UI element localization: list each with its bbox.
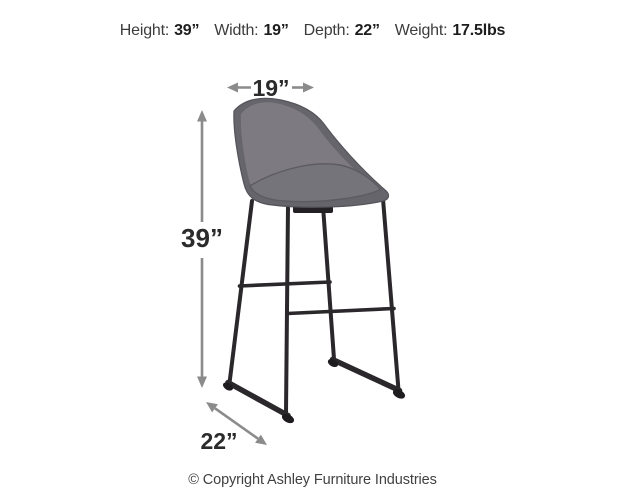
stool-leg-front-left (286, 206, 288, 413)
stool-rail-back (240, 282, 331, 286)
copyright-notice: © Copyright Ashley Furniture Industries (188, 472, 437, 488)
stool-runner-right (333, 360, 400, 391)
stool-rail-front (288, 309, 395, 314)
spec-height-label: Height: (119, 22, 170, 39)
spec-width-label: Width: (214, 22, 259, 39)
spec-width-value: 19” (263, 22, 289, 39)
spec-height-value: 39” (174, 22, 200, 39)
stool-footrest-rails (240, 282, 395, 314)
depth-arrow-downright-head (255, 435, 267, 445)
bar-stool-illustration (221, 98, 406, 425)
depth-arrow-upleft-head (206, 402, 218, 412)
width-arrow-left-head (227, 83, 238, 93)
stool-sled-runners (228, 360, 400, 416)
width-arrow-right-head (303, 83, 314, 93)
spec-depth-value: 22” (354, 22, 380, 39)
stool-runner-left (228, 383, 288, 416)
spec-weight-label: Weight: (394, 22, 448, 39)
stool-leg-front-right (383, 199, 399, 390)
depth-dimension-label: 22” (200, 428, 238, 454)
height-dimension-label: 39” (181, 223, 223, 253)
stool-leg-back-left (230, 201, 253, 383)
height-arrow-up-head (197, 110, 207, 122)
height-arrow-down-head (197, 377, 207, 389)
spec-depth-label: Depth: (303, 22, 350, 39)
spec-weight-value: 17.5lbs (452, 22, 506, 39)
width-dimension-label: 19” (252, 75, 290, 101)
